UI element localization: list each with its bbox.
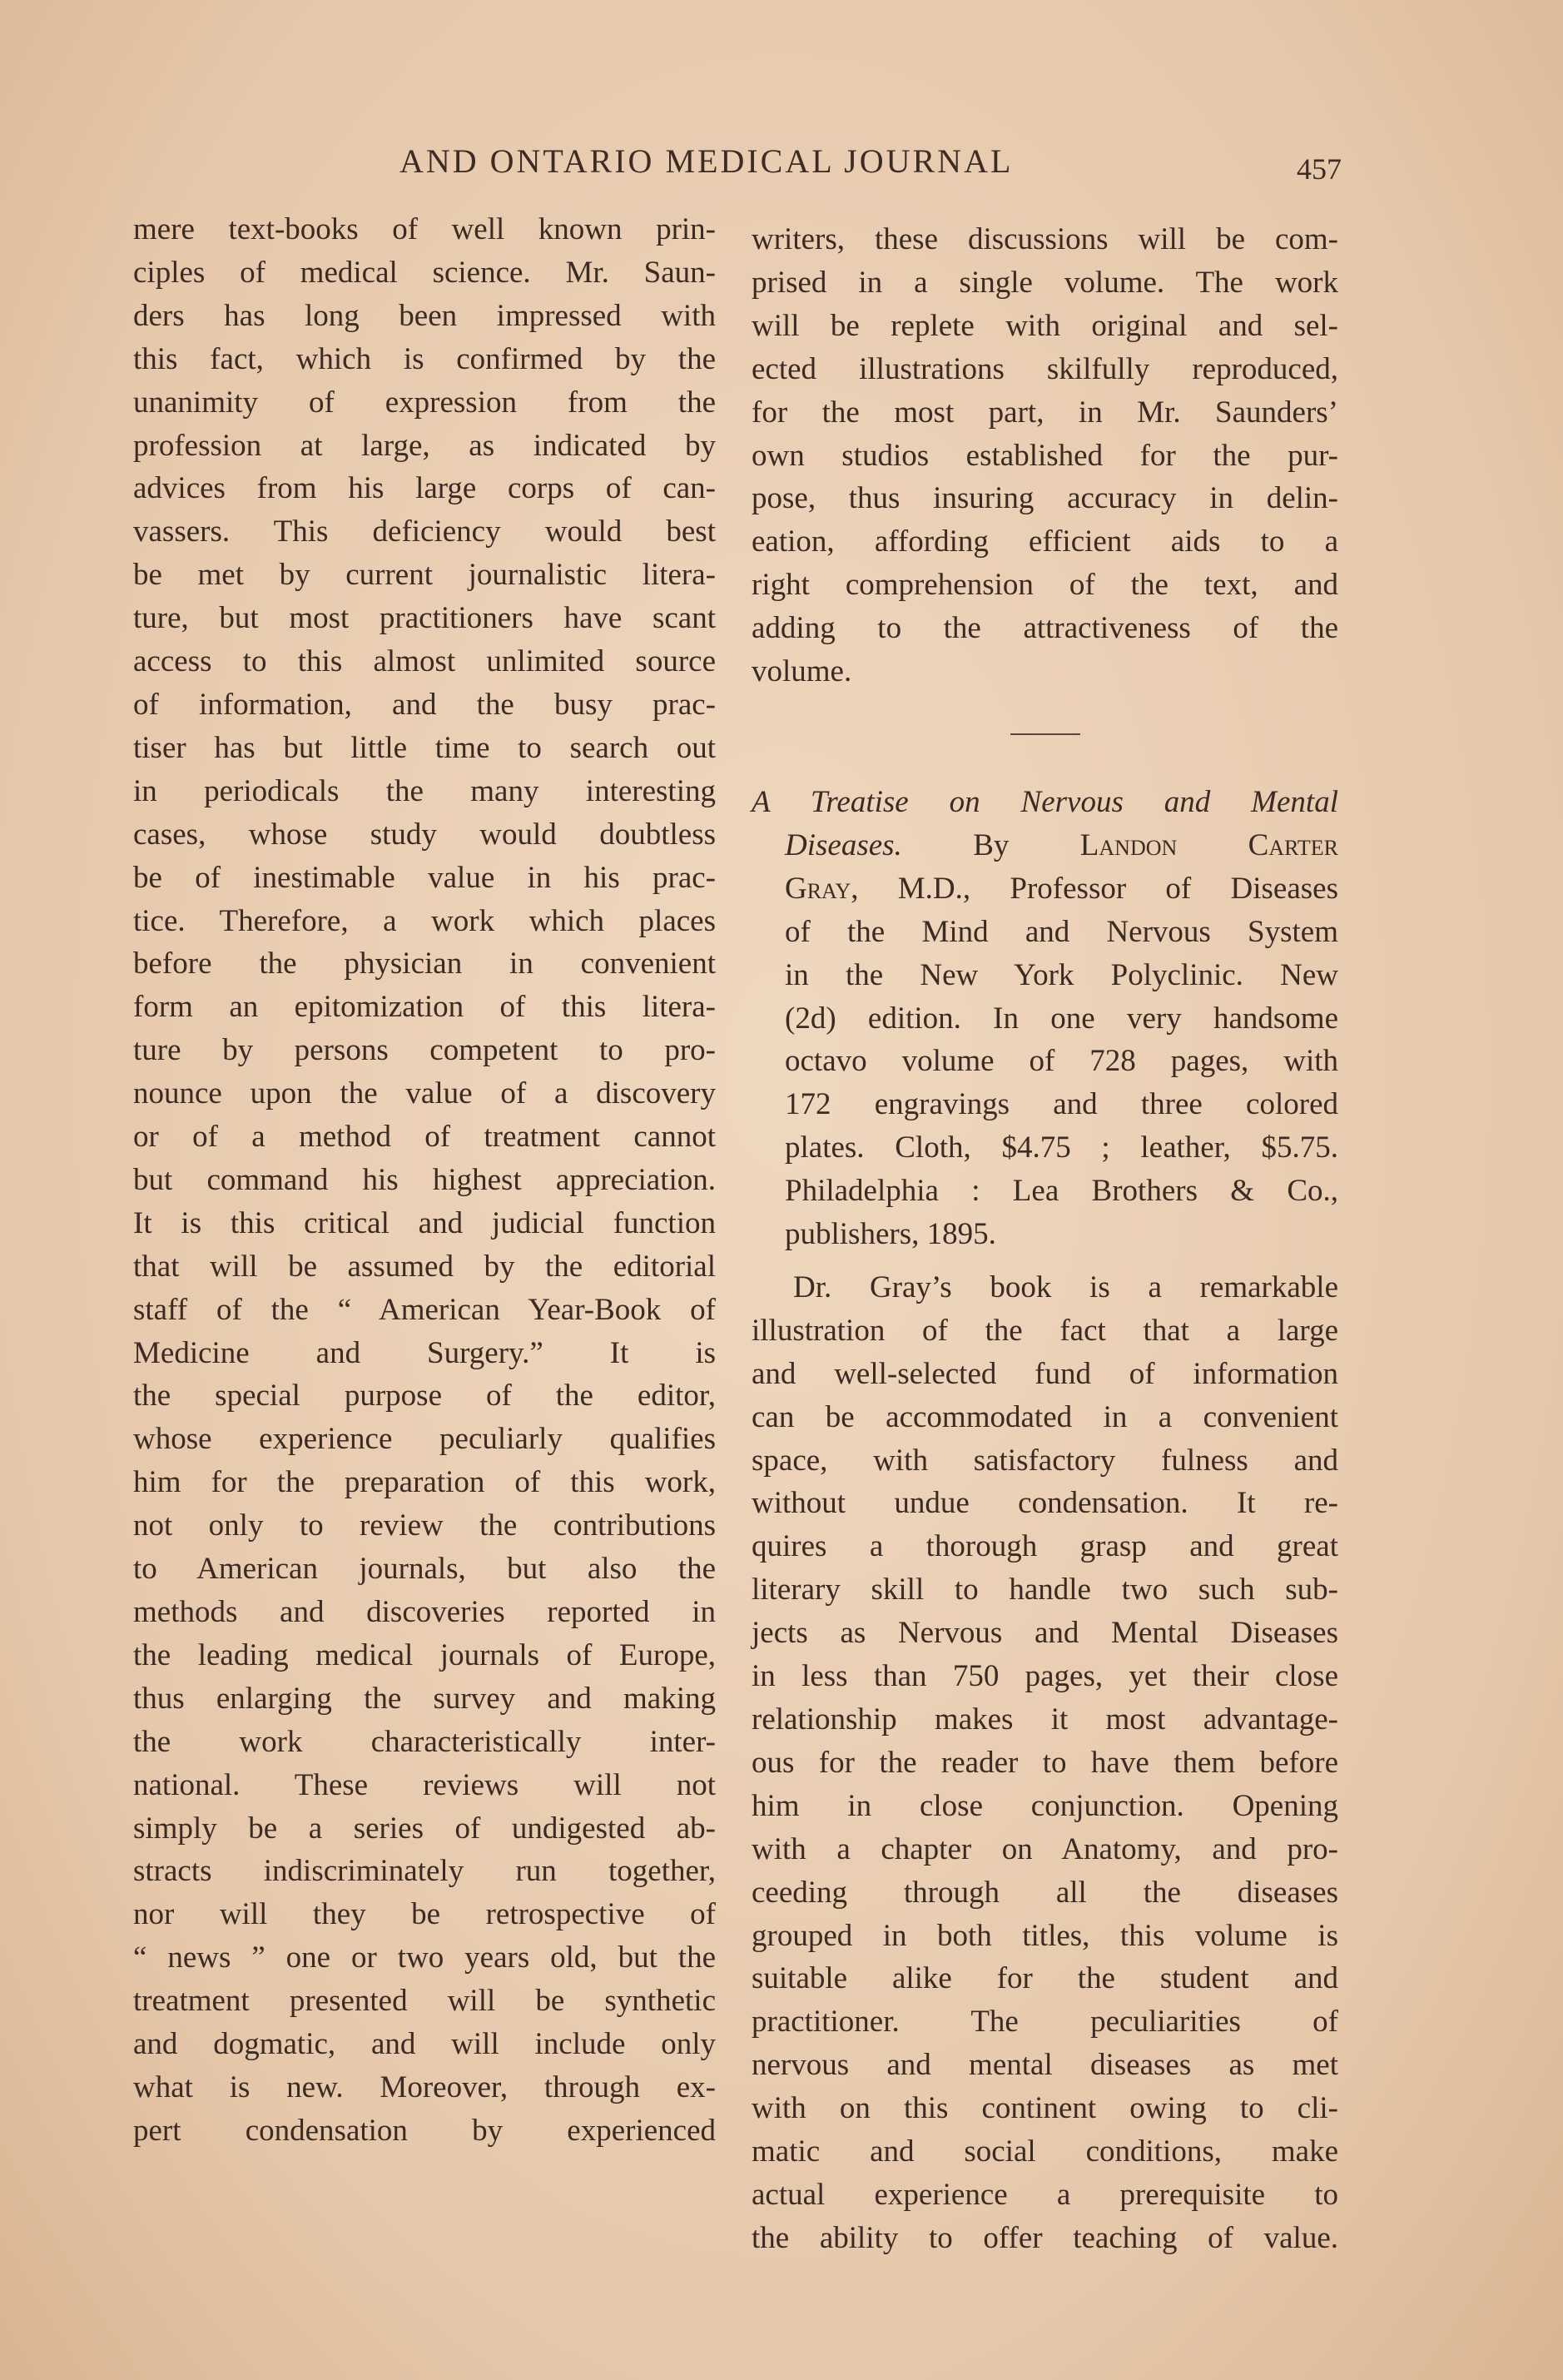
text-line: treatment presented will be synthetic [133,1984,716,2019]
review-title: Diseases. [785,827,902,862]
text-line: eation, affording efficient aids to a [752,524,1338,559]
text-line: be of inestimable value in his prac- [133,860,716,895]
text-line: writers, these discussions will be com- [752,222,1338,256]
text-line: or of a method of treatment cannot [133,1120,716,1155]
text-line: prised in a single volume. The work [752,265,1338,300]
text-line: quires a thorough grasp and great [752,1529,1338,1564]
text-line: illustration of the fact that a large [752,1313,1338,1348]
text-line: can be accommodated in a convenient [752,1399,1338,1434]
text-line: will be replete with original and sel- [752,308,1338,343]
right-column [752,218,1338,2260]
section-divider [1010,733,1080,735]
text-line: ous for the reader to have them before [752,1745,1338,1780]
text-line: in less than 750 pages, yet their close [752,1659,1338,1694]
text-line: thus enlarging the survey and making [133,1681,716,1716]
text-line: ders has long been impressed with [133,298,716,333]
review-by: By [973,827,1010,862]
text-line: pert condensation by experienced [133,2113,716,2148]
text-line: right comprehension of the text, and [752,568,1338,603]
review-body [752,1266,1338,2260]
text-line: the ability to offer teaching of value. [752,2220,1338,2255]
text-line: of information, and the busy prac- [133,687,716,722]
review-author: Gray [785,871,851,906]
review-heading-line: plates. Cloth, $4.75 ; leather, $5.75. [785,1130,1338,1165]
text-line: Dr. Gray’s book is a remarkable [793,1269,1338,1304]
review-title-line [752,824,1338,867]
text-line: not only to review the contributions [133,1508,716,1543]
text-line: to American journals, but also the [133,1552,716,1587]
text-line: methods and discoveries reported in [133,1595,716,1629]
text-line: grouped in both titles, this volume is [752,1918,1338,1953]
text-line: this fact, which is confirmed by the [133,341,716,376]
text-line: pose, thus insuring accuracy in delin- [752,481,1338,516]
text-line: and dogmatic, and will include only [133,2027,716,2062]
text-line: before the physician in convenient [133,947,716,981]
text-line: him for the preparation of this work, [133,1465,716,1500]
text-line: nounce upon the value of a discovery [133,1076,716,1111]
text-line: whose experience peculiarly qualifies [133,1422,716,1457]
text-line: national. These reviews will not [133,1767,716,1802]
text-line: ceeding through all the diseases [752,1875,1338,1910]
text-line: tice. Therefore, a work which places [133,903,716,938]
text-line: ciples of medical science. Mr. Saun- [133,255,716,290]
review-author-line [752,867,1338,911]
text-line: tiser has but little time to search out [133,730,716,765]
text-line: with a chapter on Anatomy, and pro- [752,1831,1338,1866]
text-line: Medicine and Surgery.” It is [133,1335,716,1370]
text-line: unanimity of expression from the [133,385,716,420]
text-line: adding to the attractiveness of the [752,611,1338,646]
text-line: matic and social conditions, make [752,2134,1338,2169]
text-line: that will be assumed by the editorial [133,1249,716,1284]
text-line: without undue condensation. It re- [752,1486,1338,1521]
text-line: profession at large, as indicated by [133,428,716,463]
text-line: volume. [752,654,852,689]
text-line: and well-selected fund of information [752,1356,1338,1391]
review-title: A Treatise on Nervous and Mental [752,784,1338,819]
review-heading-line: (2d) edition. In one very handsome [785,1001,1338,1036]
review-heading-line: octavo volume of 728 pages, with [785,1044,1338,1079]
review-title-line [752,781,1338,824]
text-line: space, with satisfactory fulness and [752,1443,1338,1478]
text-line: jects as Nervous and Mental Diseases [752,1616,1338,1651]
text-line: ture by persons competent to pro- [133,1033,716,1068]
text-line: actual experience a prerequisite to [752,2177,1338,2212]
text-line: ture, but most practitioners have scant [133,601,716,636]
text-line: staff of the “ American Year-Book of [133,1292,716,1327]
text-line: It is this critical and judicial function [133,1205,716,1240]
text-line: but command his highest appreciation. [133,1162,716,1197]
page-number: 457 [1297,152,1342,186]
text-line: relationship makes it most advantage- [752,1702,1338,1737]
text-line: for the most part, in Mr. Saunders’ [752,395,1338,430]
text-line: literary skill to handle two such sub- [752,1573,1338,1607]
text-line: suitable alike for the student and [752,1961,1338,1996]
text-line: form an epitomization of this litera- [133,990,716,1025]
review-author: Landon Carter [1079,827,1339,862]
text-line: cases, whose study would doubtless [133,817,716,852]
text-line: “ news ” one or two years old, but the [133,1940,716,1975]
running-header: AND ONTARIO MEDICAL JOURNAL [399,142,1014,180]
text-line: simply be a series of undigested ab- [133,1811,716,1846]
text-line: mere text-books of well known prin- [133,212,716,246]
text-line: practitioner. The peculiarities of [752,2005,1338,2040]
review-heading-line: Philadelphia : Lea Brothers & Co., [785,1174,1338,1209]
text-line: him in close conjunction. Opening [752,1788,1338,1823]
review-author-credentials: , M.D., Professor of Diseases [851,871,1338,906]
text-line: in periodicals the many interesting [133,773,716,808]
text-line: what is new. Moreover, through ex- [133,2069,716,2104]
review-heading-line: 172 engravings and three colored [785,1087,1338,1122]
text-line: nor will they be retrospective of [133,1897,716,1932]
text-line: nervous and mental diseases as met [752,2048,1338,2083]
text-line: own studios established for the pur- [752,438,1338,473]
text-line: the leading medical journals of Europe, [133,1637,716,1672]
review-heading-line: publishers, 1895. [785,1217,996,1252]
left-column [133,208,716,2153]
review-heading [752,781,1338,1256]
text-line: access to this almost unlimited source [133,644,716,679]
text-line: stracts indiscriminately run together, [133,1854,716,1889]
text-line: be met by current journalistic litera- [133,558,716,593]
review-heading-line: of the Mind and Nervous System [785,914,1338,949]
text-line: with on this continent owing to cli- [752,2091,1338,2126]
text-line: the special purpose of the editor, [133,1379,716,1414]
text-line: ected illustrations skilfully reproduced, [752,351,1338,386]
review-heading-line: in the New York Polyclinic. New [785,957,1338,992]
text-line: vassers. This deficiency would best [133,514,716,549]
text-line: advices from his large corps of can- [133,471,716,506]
text-line: the work characteristically inter- [133,1724,716,1759]
